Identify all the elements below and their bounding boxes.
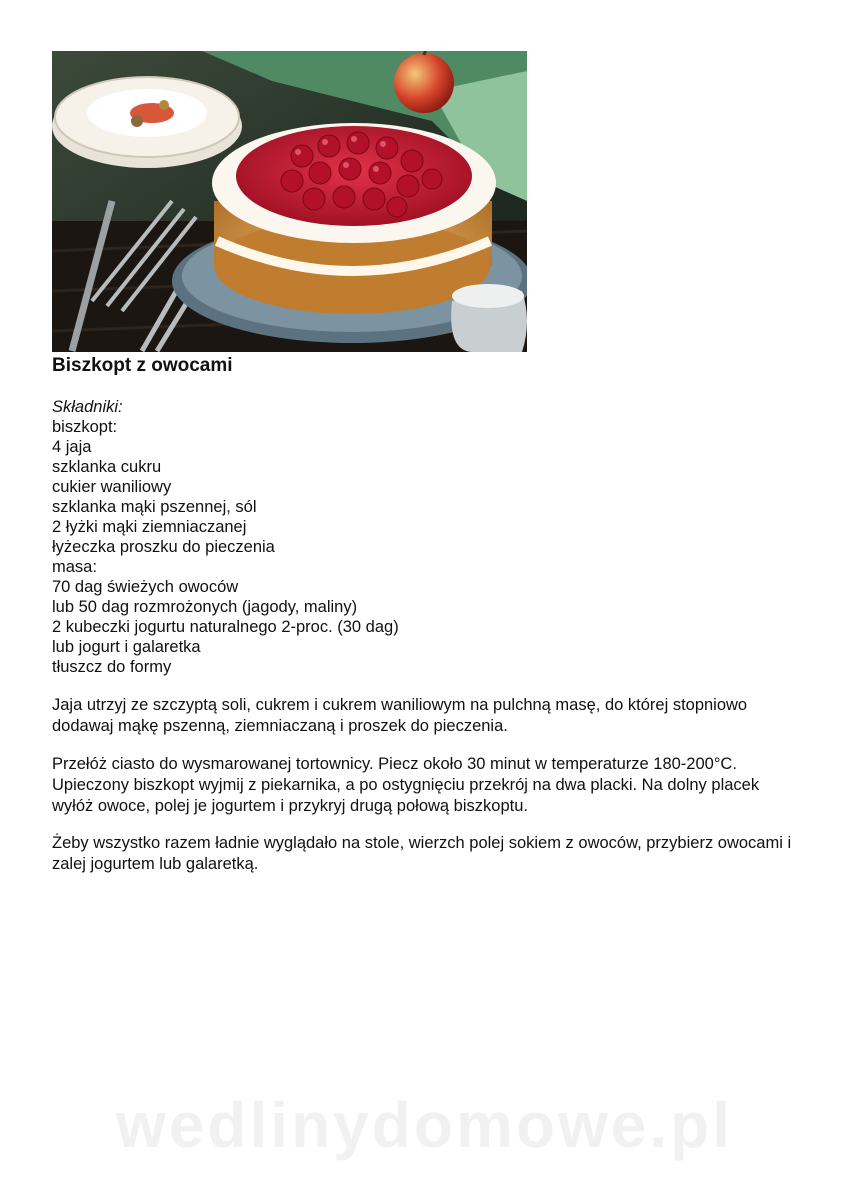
cake-photo xyxy=(52,51,527,352)
instruction-paragraph-3: Żeby wszystko razem ładnie wyglądało na stole, wierzch polej sokiem z owoców, przybierz owocami i zalej jogurtem lub galaretką. xyxy=(52,834,792,873)
ingredient-item: szklanka mąki pszennej, sól xyxy=(52,498,257,516)
ingredient-item: szklanka cukru xyxy=(52,458,162,476)
ingredient-item: 70 dag świeżych owoców xyxy=(52,578,239,596)
ingredient-item: tłuszcz do formy xyxy=(52,658,172,676)
instruction-paragraph-1: Jaja utrzyj ze szczyptą soli, cukrem i cukrem waniliowym na pulchną masę, do której stopniowo dodawaj mąkę pszenną, ziemniaczaną i proszek do pieczenia. xyxy=(52,696,748,735)
ingredient-item: lub jogurt i galaretka xyxy=(52,638,201,656)
ingredient-item: 4 jaja xyxy=(52,438,92,456)
instruction-paragraph-2: Przełóż ciasto do wysmarowanej tortownicy. Piecz około 30 minut w temperaturze 180-200°C. Upieczony biszkopt wyjmij z piekarnika, a po ostygnięciu przekrój na dwa placki. Na dolny placek wyłóż owoce, polej je jogurtem i przykryj drugą połową biszkoptu. xyxy=(52,755,760,815)
ingredient-item: biszkopt: xyxy=(52,418,118,436)
ingredient-item: 2 kubeczki jogurtu naturalnego 2-proc. (30 dag) xyxy=(52,618,399,636)
ingredients-list xyxy=(52,397,399,677)
ingredient-item: cukier waniliowy xyxy=(52,478,172,496)
ingredient-item: 2 łyżki mąki ziemniaczanej xyxy=(52,518,247,536)
ingredients-label: Składniki: xyxy=(52,398,123,416)
recipe-title: Biszkopt z owocami xyxy=(52,355,233,376)
ingredient-item: masa: xyxy=(52,558,97,576)
watermark: wedlinydomowe.pl xyxy=(116,1089,733,1161)
cake-illustration xyxy=(52,51,527,352)
ingredient-item: lub 50 dag rozmrożonych (jagody, maliny) xyxy=(52,598,358,616)
ingredient-item: łyżeczka proszku do pieczenia xyxy=(52,538,275,556)
